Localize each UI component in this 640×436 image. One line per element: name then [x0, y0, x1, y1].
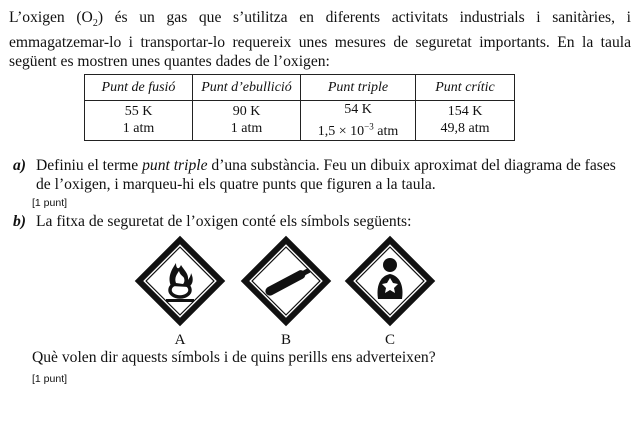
boiling-temperature: 90 K: [232, 104, 261, 120]
gas-cylinder-icon: [237, 232, 335, 330]
intro-text-rest: ) és un gas que s’utilitza en diferents activitats industrials i sanitàries, i emmagatzemar-lo i transportar-lo requereix unes mesures de seguretat importants. En la taula següent es mostren unes quantes dades de l’oxigen:: [9, 9, 631, 71]
melting-pressure: 1 atm: [122, 121, 155, 137]
cell-boiling-point: [193, 101, 301, 141]
question-a-text: [36, 156, 626, 194]
triple-temperature: 54 K: [344, 102, 372, 117]
symbol-b-label: B: [280, 332, 291, 348]
intro-text-start: L’oxigen (O: [9, 9, 93, 26]
cell-critical-point: [416, 101, 515, 141]
header-boiling-point: Punt d’ebullició: [193, 75, 301, 101]
health-hazard-icon: [341, 232, 439, 330]
header-critical-point: Punt crític: [416, 75, 515, 101]
question-a-points: [1 punt]: [32, 197, 68, 209]
triple-pressure: [317, 121, 399, 139]
symbol-c-label: C: [384, 332, 395, 348]
question-a-text-before: Definiu el terme: [36, 157, 143, 174]
question-b-followup: Què volen dir aquests símbols i de quins perills ens adverteixen?: [32, 349, 436, 366]
cell-melting-point: [85, 101, 193, 141]
question-b-text: La fitxa de seguretat de l’oxigen conté els símbols següents:: [36, 213, 412, 230]
triple-pressure-exponent: −3: [364, 121, 374, 131]
question-a-term: punt triple: [142, 157, 208, 174]
oxidizing-flame-over-circle-icon: [131, 232, 229, 330]
question-a-letter: a): [13, 157, 26, 174]
question-b: [13, 212, 633, 232]
header-triple-point: Punt triple: [301, 75, 416, 101]
cell-triple-point: [301, 101, 416, 141]
question-a-text-after: d’una substància. Feu un dibuix aproximat del diagrama de fases de l’oxigen, i marqueu-hi els quatre punts que figuren a la taula.: [36, 157, 616, 193]
symbol-a-label: A: [174, 332, 186, 348]
critical-pressure: 49,8 atm: [440, 121, 490, 137]
oxygen-subscript: 2: [92, 18, 98, 30]
table-values-row: [85, 101, 515, 141]
table-header-row: [85, 75, 515, 101]
question-b-points: [1 punt]: [32, 373, 68, 385]
critical-temperature: 154 K: [447, 104, 483, 120]
intro-paragraph: [9, 8, 631, 71]
header-melting-point: Punt de fusió: [85, 75, 193, 101]
triple-pressure-unit: atm: [373, 123, 399, 139]
boiling-pressure: 1 atm: [230, 121, 263, 137]
oxygen-properties-table: [84, 74, 515, 141]
triple-pressure-mantissa: 1,5 × 10: [317, 123, 365, 139]
question-b-letter: b): [13, 213, 26, 230]
question-a: [13, 156, 633, 196]
melting-temperature: 55 K: [124, 104, 153, 120]
